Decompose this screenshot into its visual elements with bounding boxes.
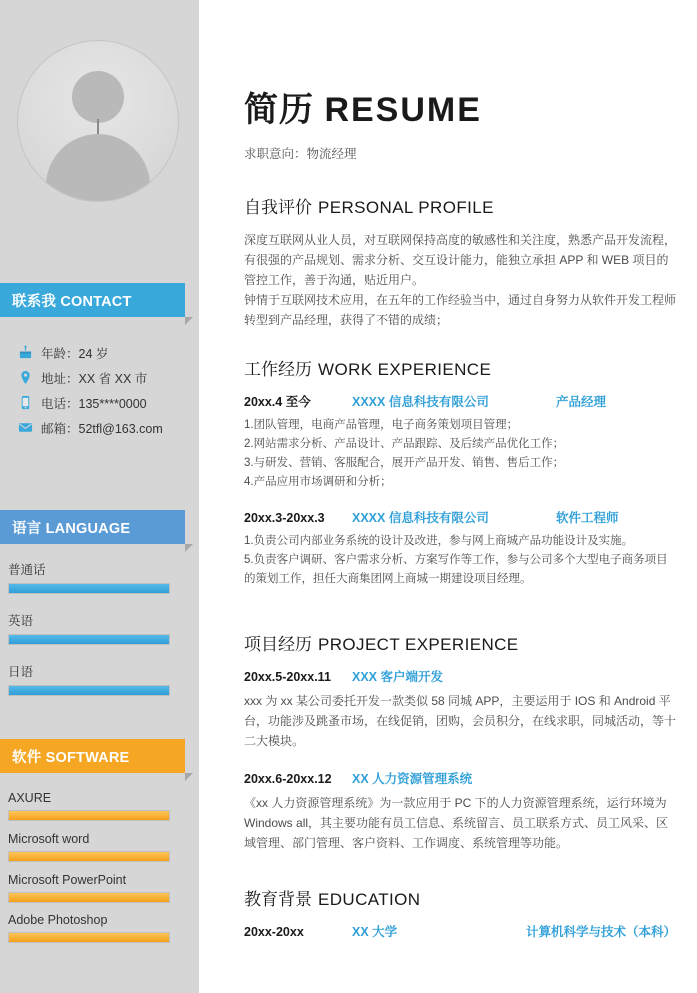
project-item-0-head	[244, 667, 676, 685]
project-item-1-name: XX 人力资源管理系统	[352, 772, 473, 786]
contact-item-age-text: 年龄：24 岁	[41, 346, 109, 361]
ribbon-shadow	[185, 317, 193, 325]
sidebar-heading-language-label: 语言 LANGUAGE	[12, 520, 131, 537]
contact-item-email	[17, 415, 192, 440]
section-project-experience-title-cn: 项目经历	[244, 635, 312, 654]
contact-list	[17, 340, 192, 440]
job-objective: 求职意向：物流经理	[244, 147, 357, 161]
project-item-1-head	[244, 769, 676, 787]
section-personal-profile	[244, 193, 676, 330]
phone-icon	[17, 395, 33, 411]
software-item-2-label: Microsoft PowerPoint	[8, 873, 127, 887]
software-item-3-bar-fill	[9, 933, 169, 942]
section-education-title	[244, 885, 676, 910]
cake-icon	[17, 345, 33, 361]
section-personal-profile-title	[244, 193, 676, 218]
profile-paragraph-0: 深度互联网从业人员，对互联网保持高度的敏感性和关注度，熟悉产品开发流程，有很强的产品规划、需求分析、交互设计能力，能独立承担 APP 和 WEB 项目的管控工作，善于沟通，贴近用户。	[244, 233, 677, 287]
software-item-0	[8, 791, 170, 821]
ribbon-shadow	[185, 773, 193, 781]
project-item-0-desc: xxx 为 xx 某公司委托开发一款类似 58 同城 APP，主要运用于 IOS 和 Android 平台，功能涉及跳蚤市场，在线促销，团购，会员积分，在线求职，同城活动，等十二大模块。	[244, 694, 677, 748]
language-item-2-label: 日语	[8, 665, 34, 679]
section-work-experience-title	[244, 355, 676, 380]
work-item-0-bullet-1: 2.网站需求分析、产品设计、产品跟踪、及后续产品优化工作；	[244, 438, 565, 450]
language-item-0-bar-fill	[9, 584, 169, 593]
profile-paragraph-1: 钟情于互联网技术应用，在五年的工作经验当中，通过自身努力从软件开发工程师转型到产品经理，获得了不错的成绩；	[244, 293, 677, 327]
sidebar	[0, 0, 199, 993]
section-project-experience-title-en: PROJECT EXPERIENCE	[318, 635, 519, 654]
section-education-title-en: EDUCATION	[318, 890, 421, 909]
section-work-experience	[244, 355, 676, 589]
language-item-2-bar-fill	[9, 686, 169, 695]
work-item-1-head	[244, 508, 676, 526]
software-item-0-bar-fill	[9, 811, 169, 820]
education-row-0	[244, 922, 676, 940]
sidebar-heading-software-label: 软件 SOFTWARE	[12, 749, 130, 766]
location-icon	[17, 370, 33, 386]
project-item-1-desc: 《xx 人力资源管理系统》为一款应用于 PC 下的人力资源管理系统，运行环境为 Windows all，其主要功能有员工信息、系统留言、员工联系方式、员工风采、区域管理、部门管理、客户资料、工作调度、系统管理等功能。	[244, 796, 669, 850]
contact-item-email-text: 邮箱：52tfl@163.com	[41, 421, 163, 436]
work-item-0-bullet-0: 1.团队管理，电商产品管理，电子商务策划项目管理；	[244, 419, 519, 431]
avatar	[17, 40, 179, 202]
work-item-1-bullet-0: 1.负责公司内部业务系统的设计及改进，参与网上商城产品功能设计及实施。	[244, 535, 634, 547]
section-work-experience-title-en: WORK EXPERIENCE	[318, 360, 492, 379]
contact-item-phone	[17, 390, 192, 415]
contact-item-address-text: 地址：XX 省 XX 市	[41, 371, 148, 386]
software-item-2-bar-fill	[9, 893, 169, 902]
sidebar-heading-software	[0, 739, 185, 773]
sidebar-heading-contact	[0, 283, 185, 317]
software-item-0-bar	[8, 810, 170, 821]
sidebar-heading-contact-label: 联系我 CONTACT	[12, 293, 132, 310]
mail-icon	[17, 420, 33, 436]
language-item-1-label: 英语	[8, 614, 34, 628]
language-item-0-label: 普通话	[8, 563, 46, 577]
software-item-1-bar-fill	[9, 852, 169, 861]
work-item-0-company: XXXX 信息科技有限公司	[352, 395, 489, 409]
work-item-0-bullet-2: 3.与研发、营销、客服配合，展开产品开发、销售、售后工作；	[244, 457, 565, 469]
page-title-en: RESUME	[324, 91, 482, 129]
work-item-1-role: 软件工程师	[556, 511, 619, 525]
page-title	[244, 82, 482, 131]
language-item-1	[8, 611, 170, 645]
main-content	[199, 0, 697, 993]
language-item-0-bar	[8, 583, 170, 594]
software-item-3-bar	[8, 932, 170, 943]
education-row-0-date: 20xx-20xx	[244, 925, 304, 939]
education-row-0-school: XX 大学	[352, 925, 398, 939]
language-item-0	[8, 560, 170, 594]
avatar-circle	[17, 40, 179, 202]
avatar-body-shape	[46, 134, 150, 202]
language-item-2	[8, 662, 170, 696]
work-item-0-bullet-3: 4.产品应用市场调研和分析；	[244, 476, 392, 488]
project-item-0-name: XXX 客户端开发	[352, 670, 443, 684]
work-item-0-head	[244, 392, 676, 410]
software-item-2	[8, 873, 170, 903]
project-item-1-date: 20xx.6-20xx.12	[244, 772, 332, 786]
work-item-1-date: 20xx.3-20xx.3	[244, 511, 325, 525]
project-item-0	[244, 667, 676, 751]
contact-item-address	[17, 365, 192, 390]
work-item-0	[244, 392, 676, 492]
section-education-title-cn: 教育背景	[244, 890, 312, 909]
software-item-1-label: Microsoft word	[8, 832, 90, 846]
project-item-0-date: 20xx.5-20xx.11	[244, 670, 331, 684]
software-item-1-bar	[8, 851, 170, 862]
ribbon-shadow	[185, 544, 193, 552]
language-item-1-bar-fill	[9, 635, 169, 644]
page-title-cn: 简历	[244, 91, 314, 129]
sidebar-heading-language	[0, 510, 185, 544]
education-row-0-major: 计算机科学与技术（本科）	[525, 925, 676, 939]
language-item-1-bar	[8, 634, 170, 645]
work-item-1-bullet-1: 5.负责客户调研、客户需求分析、方案写作等工作，参与公司多个大型电子商务项目的策划工作，担任大商集团网上商城一期建设项目经理。	[244, 554, 668, 585]
section-education	[244, 885, 676, 940]
section-personal-profile-title-cn: 自我评价	[244, 198, 312, 217]
software-item-3-label: Adobe Photoshop	[8, 913, 108, 927]
project-item-1	[244, 769, 676, 853]
section-personal-profile-title-en: PERSONAL PROFILE	[318, 198, 494, 217]
work-item-0-role: 产品经理	[556, 395, 607, 409]
section-work-experience-title-cn: 工作经历	[244, 360, 312, 379]
section-project-experience	[244, 630, 676, 853]
software-item-0-label: AXURE	[8, 791, 52, 805]
work-item-1-company: XXXX 信息科技有限公司	[352, 511, 489, 525]
contact-item-phone-text: 电话：135****0000	[41, 396, 147, 411]
avatar-head-shape	[72, 71, 124, 123]
work-item-0-date: 20xx.4 至今	[244, 395, 311, 409]
contact-item-age	[17, 340, 192, 365]
language-item-2-bar	[8, 685, 170, 696]
software-item-3	[8, 913, 170, 943]
software-item-1	[8, 832, 170, 862]
section-project-experience-title	[244, 630, 676, 655]
work-item-1	[244, 508, 676, 589]
software-item-2-bar	[8, 892, 170, 903]
